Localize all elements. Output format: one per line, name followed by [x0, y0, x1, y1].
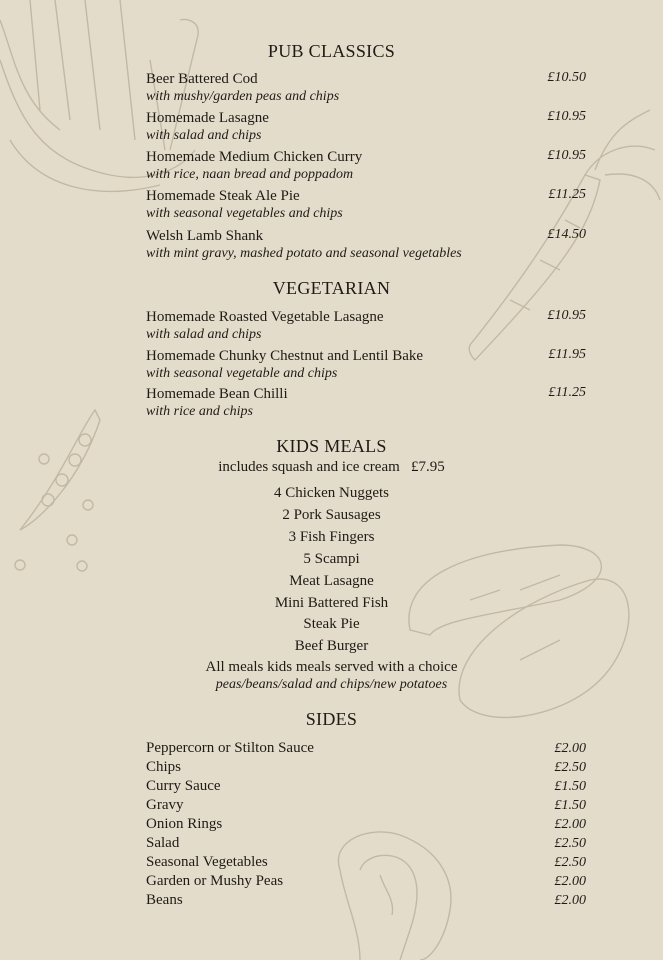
side-item [146, 758, 586, 776]
kids-note: All meals kids meals served with a choice [205, 659, 458, 675]
menu-item [146, 308, 586, 344]
menu-item [146, 347, 586, 383]
kids-item: Beef Burger [294, 638, 369, 654]
side-name: Gravy [146, 797, 184, 813]
side-item [146, 777, 586, 795]
side-item [146, 853, 586, 871]
side-price: £2.00 [554, 874, 586, 889]
item-description: with seasonal vegetable and chips [146, 366, 338, 381]
side-name: Chips [146, 759, 182, 775]
kids-price: £7.95 [411, 459, 445, 475]
side-item [146, 739, 586, 757]
item-price: £14.50 [547, 227, 586, 242]
side-price: £2.00 [554, 817, 586, 832]
kids-note-options: peas/beans/salad and chips/new potatoes [215, 677, 448, 692]
side-name: Garden or Mushy Peas [146, 873, 284, 889]
side-price: £2.50 [554, 760, 586, 775]
kids-item: 5 Scampi [303, 551, 360, 567]
side-name: Salad [146, 835, 180, 851]
item-price: £11.25 [548, 187, 586, 202]
kids-item: Steak Pie [303, 616, 360, 632]
item-name: Homemade Bean Chilli [146, 386, 288, 402]
side-item [146, 834, 586, 852]
kids-item: 3 Fish Fingers [288, 529, 375, 545]
section-title-sides: SIDES [305, 709, 358, 729]
menu-item [146, 385, 586, 421]
menu-item [146, 227, 586, 263]
kids-item: 2 Pork Sausages [282, 507, 381, 523]
item-name: Homemade Roasted Vegetable Lasagne [146, 309, 384, 325]
side-item [146, 796, 586, 814]
item-price: £10.95 [547, 148, 586, 163]
item-name: Homemade Lasagne [146, 110, 269, 126]
side-price: £1.50 [554, 798, 586, 813]
item-price: £10.50 [547, 70, 586, 85]
side-price: £2.00 [554, 741, 586, 756]
side-item [146, 872, 586, 890]
menu-item [146, 70, 586, 106]
item-description: with rice, naan bread and poppadom [146, 167, 354, 182]
kids-item: Mini Battered Fish [274, 595, 389, 611]
side-name: Seasonal Vegetables [146, 854, 268, 870]
kids-item: 4 Chicken Nuggets [274, 485, 389, 501]
item-description: with salad and chips [146, 327, 262, 342]
kids-item: Meat Lasagne [289, 573, 374, 589]
section-title-kids-meals: KIDS MEALS [276, 436, 387, 456]
side-name: Peppercorn or Stilton Sauce [146, 740, 314, 756]
section-title-pub-classics: PUB CLASSICS [267, 41, 396, 61]
item-price: £10.95 [547, 109, 586, 124]
side-price: £1.50 [554, 779, 586, 794]
item-price: £11.25 [548, 385, 586, 400]
side-name: Beans [146, 892, 183, 908]
section-title-vegetarian: VEGETARIAN [272, 278, 391, 298]
side-price: £2.50 [554, 836, 586, 851]
menu-item [146, 109, 586, 145]
side-item [146, 815, 586, 833]
kids-subtitle-text: includes squash and ice cream [218, 459, 400, 475]
item-description: with seasonal vegetables and chips [146, 206, 343, 221]
side-name: Onion Rings [146, 816, 223, 832]
menu-item [146, 187, 586, 223]
item-description: with mint gravy, mashed potato and seasonal vegetables [146, 246, 462, 261]
side-price: £2.50 [554, 855, 586, 870]
item-description: with mushy/garden peas and chips [146, 89, 340, 104]
side-item [146, 891, 586, 909]
item-name: Homemade Steak Ale Pie [146, 188, 300, 204]
kids-subtitle [0, 458, 663, 476]
item-description: with rice and chips [146, 404, 253, 419]
item-name: Beer Battered Cod [146, 71, 258, 87]
item-name: Welsh Lamb Shank [146, 228, 264, 244]
item-description: with salad and chips [146, 128, 262, 143]
side-price: £2.00 [554, 893, 586, 908]
item-name: Homemade Chunky Chestnut and Lentil Bake [146, 348, 424, 364]
item-name: Homemade Medium Chicken Curry [146, 149, 363, 165]
item-price: £11.95 [548, 347, 586, 362]
side-name: Curry Sauce [146, 778, 221, 794]
item-price: £10.95 [547, 308, 586, 323]
menu-item [146, 148, 586, 184]
